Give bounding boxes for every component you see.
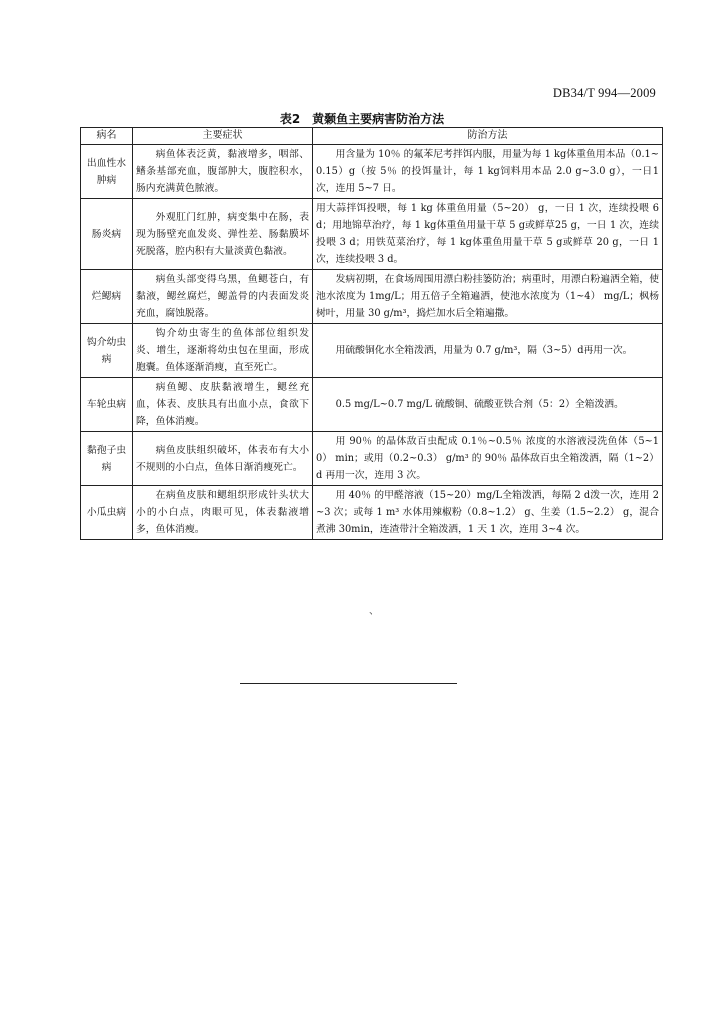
disease-name: 小瓜虫病 — [81, 486, 133, 540]
disease-name: 车轮虫病 — [81, 378, 133, 432]
disease-name: 肠炎病 — [81, 199, 133, 270]
table-row — [81, 270, 663, 324]
end-rule — [240, 683, 457, 684]
control-cell: 发病初期，在食场周围用漂白粉挂篓防治；病重时，用漂白粉遍洒全箱，使池水浓度为 1mg/L；用五倍子全箱遍洒，使池水浓度为（1~4） mg/L；枫杨树叶，用量 30 g/m³，捣烂加水后全箱遍撒。 — [313, 270, 663, 324]
symptom-cell: 病鱼皮肤组织破坏，体表布有大小不规则的小白点，鱼体日渐消瘦死亡。 — [133, 432, 313, 486]
table-row — [81, 432, 663, 486]
control-cell: 用 40％ 的甲醛溶液（15~20）mg/L全箱泼洒，每隔 2 d泼一次，连用 2~3 次；或每 1 m³ 水体用辣椒粉（0.8~1.2） g、生姜（1.5~2.2） g，混合煮沸 30min，连渣带汁全箱泼洒，1 天 1 次，连用 3~4 次。 — [313, 486, 663, 540]
symptom-cell: 病鱼头部变得乌黑，鱼鳃苍白，有黏液，鳃丝腐烂，鳃盖骨的内表面发炎充血，腐蚀脱落。 — [133, 270, 313, 324]
control-cell: 用含量为 10％ 的氟苯尼考拌饵内服，用量为每 1 kg体重鱼用本品（0.1~0.15）g（按 5％ 的投饵量计，每 1 kg饲料用本品 2.0 g~3.0 g），一日1次，连用 5~7 日。 — [313, 145, 663, 199]
control-cell: 用 90％ 的晶体敌百虫配成 0.1％~0.5％ 浓度的水溶液浸洗鱼体（5~10） min；或用（0.2~0.3） g/m³ 的 90％ 晶体敌百虫全箱泼洒，隔（1~2）d 再用一次，连用 3 次。 — [313, 432, 663, 486]
table-row — [81, 145, 663, 199]
header-symptoms: 主要症状 — [133, 128, 313, 145]
disease-control-table — [80, 127, 663, 540]
disease-name: 钩介幼虫病 — [81, 324, 133, 378]
symptom-cell: 病鱼体表泛黄，黏液增多，咽部、鳍条基部充血，腹部肿大，腹腔积水，肠内充满黄色脓液。 — [133, 145, 313, 199]
disease-name: 黏孢子虫病 — [81, 432, 133, 486]
control-cell: 用硫酸铜化水全箱泼洒，用量为 0.7 g/m³，隔（3~5）d再用一次。 — [313, 324, 663, 378]
control-cell: 0.5 mg/L~0.7 mg/L 硫酸铜、硫酸亚铁合剂（5：2）全箱泼洒。 — [313, 378, 663, 432]
table-header-row — [81, 128, 663, 145]
disease-name: 烂鳃病 — [81, 270, 133, 324]
control-cell: 用大蒜拌饵投喂，每 1 kg 体重鱼用量（5~20） g，一日 1 次，连续投喂 6 d；用地锦草治疗，每 1 kg体重鱼用量干草 5 g或鲜草25 g，一日 1 次，连续投喂 3 d；用铁苋菜治疗，每 1 kg体重鱼用量干草 5 g或鲜草 20 g，一日 1 次，连续投喂 3 d。 — [313, 199, 663, 270]
symptom-cell: 病鱼鳃、皮肤黏液增生，鳃丝充血，体表、皮肤具有出血小点，食欲下降，鱼体消瘦。 — [133, 378, 313, 432]
table-row — [81, 324, 663, 378]
symptom-cell: 钩介幼虫寄生的鱼体部位组织发炎、增生，逐渐将幼虫包在里面，形成胞囊。鱼体逐渐消瘦，直至死亡。 — [133, 324, 313, 378]
disease-name: 出血性水肿病 — [81, 145, 133, 199]
header-control-method: 防治方法 — [313, 128, 663, 145]
header-disease-name: 病名 — [81, 128, 133, 145]
document-code: DB34/T 994—2009 — [552, 86, 656, 100]
symptom-cell: 在病鱼皮肤和鳃组织形成针头状大小的小白点，肉眼可见，体表黏液增多，鱼体消瘦。 — [133, 486, 313, 540]
table-title: 表2 黄颡鱼主要病害防治方法 — [279, 112, 445, 126]
table-row — [81, 199, 663, 270]
table-row — [81, 378, 663, 432]
table-row — [81, 486, 663, 540]
symptom-cell: 外观肛门红肿，病变集中在肠，表现为肠壁充血发炎、弹性差、肠黏膜坏死脱落，腔内积有大量淡黄色黏液。 — [133, 199, 313, 270]
stray-mark: 、 — [369, 606, 379, 617]
